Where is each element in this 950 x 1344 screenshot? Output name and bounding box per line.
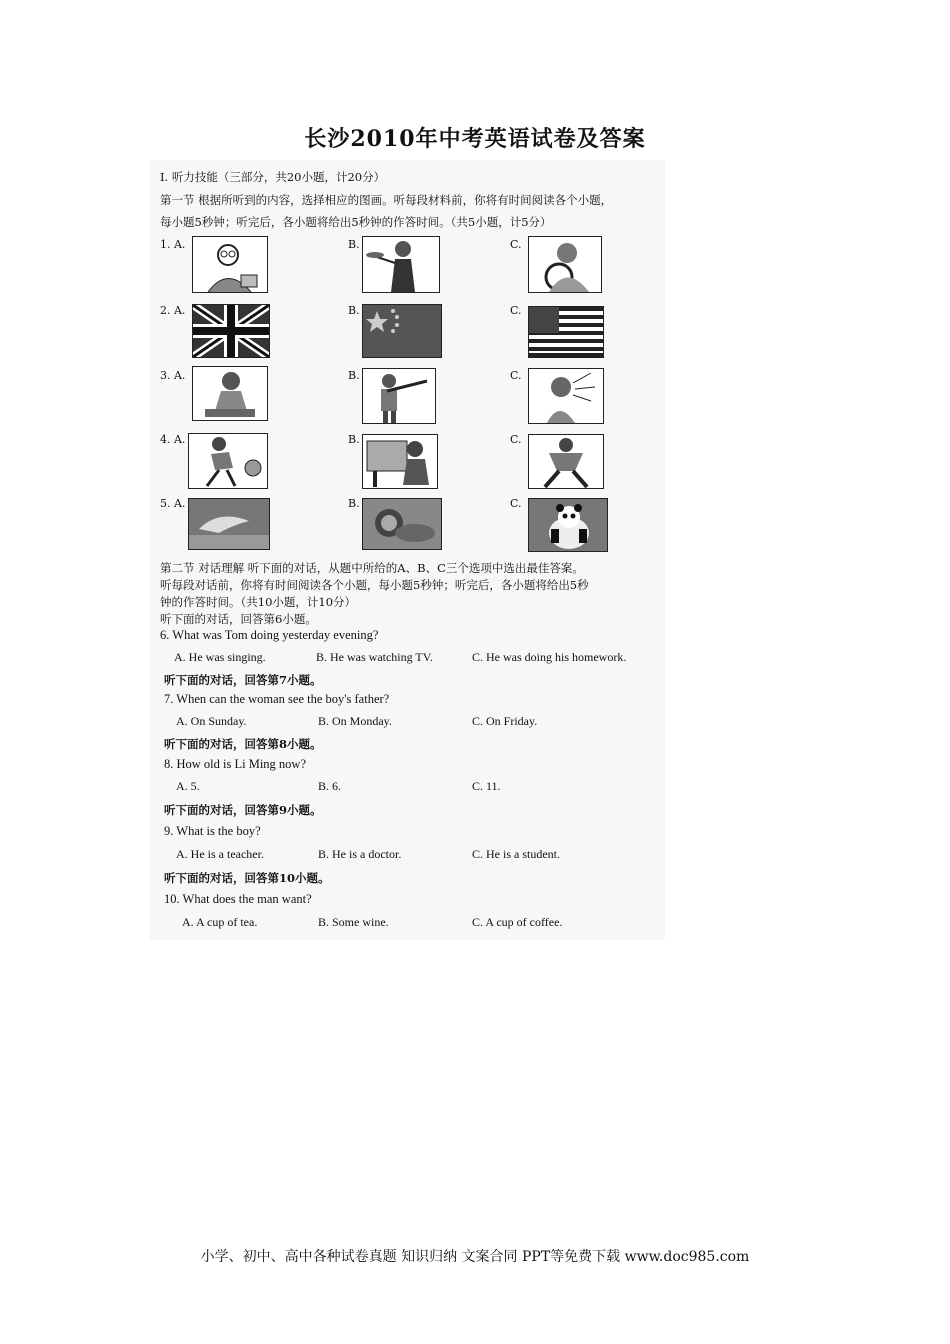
q7-intro: 听下面的对话，回答第7小题。 bbox=[164, 673, 322, 687]
q5-label-a: 5. A. bbox=[160, 497, 186, 510]
section2-instruction-line1: 第二节 对话理解 听下面的对话，从题中所给的A、B、C三个选项中选出最佳答案。 bbox=[160, 561, 584, 575]
person-at-table-icon bbox=[362, 434, 438, 489]
man-with-glasses-icon bbox=[192, 236, 268, 293]
q9-intro: 听下面的对话，回答第9小题。 bbox=[164, 803, 322, 817]
q3-label-c: C. bbox=[510, 369, 522, 382]
q10-question: 10. What does the man want? bbox=[164, 892, 312, 906]
china-flag-icon bbox=[362, 304, 442, 358]
part1-heading: I. 听力技能（三部分，共20小题，计20分） bbox=[160, 170, 386, 184]
q7-option-c: C. On Friday. bbox=[472, 714, 538, 728]
usa-flag-icon bbox=[528, 306, 604, 358]
q9-question: 9. What is the boy? bbox=[164, 824, 261, 838]
section2-instruction-line3: 钟的作答时间。（共10小题，计10分） bbox=[160, 595, 357, 609]
person-singing-icon bbox=[528, 368, 604, 424]
q8-question: 8. How old is Li Ming now? bbox=[164, 757, 307, 771]
q9-option-b: B. He is a doctor. bbox=[318, 847, 402, 861]
q10-option-a: A. A cup of tea. bbox=[182, 915, 258, 929]
q9-option-c: C. He is a student. bbox=[472, 847, 560, 861]
q3-label-b: B. bbox=[348, 369, 360, 382]
waiter-with-tray-icon bbox=[362, 236, 440, 293]
q7-option-a: A. On Sunday. bbox=[176, 714, 247, 728]
man-at-desk-icon bbox=[192, 366, 268, 421]
person-exercising-icon bbox=[528, 434, 604, 489]
q8-option-c: C. 11. bbox=[472, 779, 501, 793]
uk-flag-icon bbox=[192, 304, 270, 358]
section1-instruction-line1: 第一节 根据所听到的内容，选择相应的图画。听每段材料前，你将有时间阅读各个小题， bbox=[160, 193, 613, 207]
q6-option-c: C. He was doing his homework. bbox=[472, 650, 627, 664]
q6-intro: 听下面的对话，回答第6小题。 bbox=[160, 612, 317, 626]
q8-intro: 听下面的对话，回答第8小题。 bbox=[164, 737, 322, 751]
q6-option-a: A. He was singing. bbox=[174, 650, 266, 664]
lion-icon bbox=[362, 498, 442, 550]
basketball-player-icon bbox=[188, 433, 268, 489]
q8-option-b: B. 6. bbox=[318, 779, 342, 793]
q7-option-b: B. On Monday. bbox=[318, 714, 392, 728]
q1-label-b: B. bbox=[348, 238, 360, 251]
man-driving-icon bbox=[528, 236, 602, 293]
q2-label-a: 2. A. bbox=[160, 304, 186, 317]
q10-intro: 听下面的对话，回答第10小题。 bbox=[164, 871, 330, 885]
q7-question: 7. When can the woman see the boy's father? bbox=[164, 692, 390, 706]
q10-option-c: C. A cup of coffee. bbox=[472, 915, 563, 929]
q2-label-b: B. bbox=[348, 304, 360, 317]
q5-label-b: B. bbox=[348, 497, 360, 510]
q3-label-a: 3. A. bbox=[160, 369, 186, 382]
q6-option-b: B. He was watching TV. bbox=[316, 650, 433, 664]
panda-icon bbox=[528, 498, 608, 552]
q9-option-a: A. He is a teacher. bbox=[176, 847, 264, 861]
q4-label-a: 4. A. bbox=[160, 433, 186, 446]
q4-label-c: C. bbox=[510, 433, 522, 446]
page-title: 长沙2010年中考英语试卷及答案 bbox=[304, 126, 646, 152]
soldier-with-rifle-icon bbox=[362, 368, 436, 424]
q5-label-c: C. bbox=[510, 497, 522, 510]
q1-label-c: C. bbox=[510, 238, 522, 251]
section2-instruction-line2: 听每段对话前，你将有时间阅读各个小题，每小题5秒钟；听完后，各小题将给出5秒 bbox=[160, 578, 589, 592]
q10-option-b: B. Some wine. bbox=[318, 915, 389, 929]
q6-question: 6. What was Tom doing yesterday evening? bbox=[160, 628, 379, 642]
section1-instruction-line2: 每小题5秒钟；听完后，各小题将给出5秒钟的作答时间。（共5小题，计5分） bbox=[160, 215, 552, 229]
q8-option-a: A. 5. bbox=[176, 779, 200, 793]
q1-label-a: 1. A. bbox=[160, 238, 186, 251]
q2-label-c: C. bbox=[510, 304, 522, 317]
q4-label-b: B. bbox=[348, 433, 360, 446]
page-footer: 小学、初中、高中各种试卷真题 知识归纳 文案合同 PPT等免费下载 www.doc985.com bbox=[200, 1249, 750, 1265]
dolphin-icon bbox=[188, 498, 270, 550]
